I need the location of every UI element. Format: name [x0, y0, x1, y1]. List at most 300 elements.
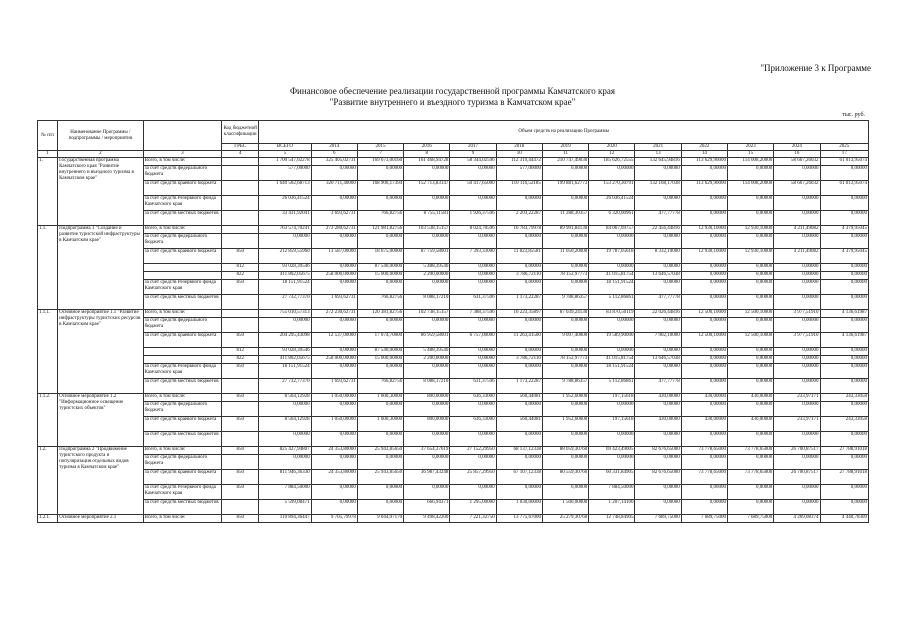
year-value: 7 388,37596: [450, 310, 496, 318]
grbs-code: [222, 500, 259, 515]
year-value: 9 044,07170: [357, 515, 403, 523]
year-value: 1 173,22287: [496, 295, 542, 310]
year-value: 0,00000: [774, 432, 820, 447]
finance-table: [37, 120, 869, 523]
year-value: 0,00000: [542, 348, 588, 356]
year-value: 0,00000: [681, 402, 727, 417]
table-row: [38, 310, 869, 318]
year-value: 0,00000: [357, 432, 403, 447]
year-value: 430,00000: [728, 417, 774, 432]
row-number: 1.2.1.: [38, 515, 58, 523]
total-value: 0,00000: [259, 432, 311, 447]
year-value: 0,00000: [635, 402, 681, 417]
year-value: 0,00000: [728, 432, 774, 447]
year-value: 0,00000: [404, 166, 450, 181]
year-value: 0,00000: [311, 485, 357, 500]
year-value: 13 646,57038: [635, 356, 681, 364]
header-year: 2014: [311, 144, 357, 151]
grbs-code: 850: [222, 417, 259, 432]
funding-source: Всего, в том числе:: [143, 447, 221, 455]
year-value: 0,00000: [774, 166, 820, 181]
year-value: 0,00000: [357, 402, 403, 417]
year-value: 0,00000: [774, 211, 820, 226]
year-value: 0,00000: [450, 364, 496, 379]
year-value: 8 332,10000: [635, 249, 681, 264]
units-label: тыс. руб.: [842, 112, 865, 118]
year-value: 0,00000: [542, 234, 588, 249]
year-value: 0,00000: [589, 264, 635, 272]
funding-source: за счет средств федерального бюджета: [143, 166, 221, 181]
column-number: 3: [143, 151, 221, 158]
year-value: 800,00000: [404, 394, 450, 402]
year-value: 18 675,00000: [357, 249, 403, 264]
year-value: 0,00000: [728, 379, 774, 394]
year-value: 26 700,87517: [774, 447, 820, 455]
year-value: 0,00000: [404, 402, 450, 417]
year-value: 113 629,90000: [681, 158, 727, 166]
year-value: 114 008,20000: [728, 158, 774, 166]
table-row: [38, 295, 869, 310]
funding-source: Всего, в том числе:: [143, 394, 221, 402]
funding-source: Всего, в том числе:: [143, 310, 221, 318]
year-value: 169 673,00160: [357, 158, 403, 166]
year-value: 0,00000: [635, 432, 681, 447]
year-value: 210 747,49030: [542, 158, 588, 166]
year-value: 0,00000: [681, 432, 727, 447]
column-number: 10: [496, 151, 542, 158]
total-value: 212 859,55960: [259, 249, 311, 264]
year-value: 3 693,62731: [311, 211, 357, 226]
year-value: 258 000,00000: [311, 356, 357, 364]
year-value: 161 468,94728: [404, 158, 450, 166]
year-value: 0,00000: [728, 485, 774, 500]
year-value: 0,00000: [681, 356, 727, 364]
grbs-code: [222, 211, 259, 226]
year-value: 0,00000: [820, 211, 868, 226]
year-value: 560,44081: [496, 394, 542, 402]
year-value: 16 783,79978: [496, 226, 542, 234]
year-value: 73 778,65000: [681, 470, 727, 485]
year-value: 84 067,69757: [589, 226, 635, 234]
year-value: 0,00000: [357, 166, 403, 181]
year-value: 0,00000: [357, 455, 403, 470]
year-value: 0,00000: [635, 500, 681, 515]
year-value: 0,00000: [357, 500, 403, 515]
year-value: 0,00000: [820, 295, 868, 310]
table-row: [38, 356, 869, 364]
year-value: 83 870,50119: [589, 310, 635, 318]
year-value: 0,00000: [450, 166, 496, 181]
year-value: 87 540,00000: [357, 348, 403, 356]
year-value: 112 319,44472: [496, 158, 542, 166]
year-value: 152 713,83147: [404, 181, 450, 196]
total-value: 18 151,91524: [259, 280, 311, 295]
year-value: 2 200,00000: [404, 272, 450, 280]
year-value: 0,00000: [820, 280, 868, 295]
total-value: 411 802,05675: [259, 272, 311, 280]
year-value: 0,00000: [404, 364, 450, 379]
year-value: 0,00000: [450, 402, 496, 417]
year-value: 0,00000: [728, 500, 774, 515]
year-value: 1 030,00000: [496, 500, 542, 515]
year-value: 0,00000: [728, 402, 774, 417]
total-value: 0,00000: [259, 455, 311, 470]
year-value: 477,77778: [635, 379, 681, 394]
table-row: [38, 485, 869, 500]
table-row: [38, 318, 869, 333]
funding-source: за счет средств федерального бюджета: [143, 402, 221, 417]
year-value: 0,00000: [589, 318, 635, 333]
year-value: 78 152,97773: [542, 356, 588, 364]
year-value: 766,82756: [357, 295, 403, 310]
year-value: 0,00000: [357, 485, 403, 500]
grbs-code: 850: [222, 515, 259, 523]
year-value: 87 759,58601: [404, 249, 450, 264]
year-value: 0,00000: [728, 364, 774, 379]
year-value: 7 689,75000: [681, 515, 727, 523]
table-row: [38, 394, 869, 402]
year-value: 0,00000: [774, 364, 820, 379]
year-value: 0,00000: [450, 485, 496, 500]
year-value: 1 173,22287: [496, 379, 542, 394]
year-value: 67 107,12338: [496, 470, 542, 485]
year-value: 0,00000: [450, 348, 496, 356]
grbs-code: [222, 166, 259, 181]
year-value: 197,15618: [589, 417, 635, 432]
table-row: [38, 379, 869, 394]
row-name: Основное мероприятие 2.1: [58, 515, 144, 523]
year-value: 120 381,82756: [357, 310, 403, 318]
year-value: 0,00000: [774, 402, 820, 417]
year-value: 22 026,44816: [635, 310, 681, 318]
row-name: Подпрограмма 2 "Продвижение туристского продукта и популяризация отдельных видов туризма в Камчатском крае": [58, 447, 144, 515]
year-value: 8 024,70596: [450, 226, 496, 234]
year-value: 0,00000: [728, 272, 774, 280]
year-value: 1 050,00000: [311, 394, 357, 402]
header-year: 2025: [820, 144, 868, 151]
year-value: 7 393,33000: [450, 249, 496, 264]
year-value: 9 788,86357: [542, 379, 588, 394]
year-value: 0,00000: [311, 264, 357, 272]
grbs-code: 850: [222, 447, 259, 455]
funding-source: за счет средств Резервного фонда Камчатского края: [143, 196, 221, 211]
year-value: 0,00000: [589, 234, 635, 249]
funding-source: за счет средств местных бюджетов: [143, 432, 221, 447]
year-value: 636,33000: [450, 394, 496, 402]
total-value: 411 802,05675: [259, 356, 311, 364]
year-value: 0,00000: [681, 455, 727, 470]
year-value: 4 379,95045: [820, 249, 868, 264]
header-year: 2020: [589, 144, 635, 151]
year-value: 9 705,79978: [311, 515, 357, 523]
column-number: 5: [259, 151, 311, 158]
table-row: [38, 234, 869, 249]
year-value: 0,00000: [820, 364, 868, 379]
year-value: 1 926,37596: [450, 211, 496, 226]
column-number: 2: [58, 151, 144, 158]
year-value: 60 331,84905: [589, 470, 635, 485]
year-value: 430,00000: [635, 394, 681, 402]
column-number: 11: [542, 151, 588, 158]
funding-source: за счет средств Резервного фонда Камчатского края: [143, 280, 221, 295]
year-value: 0,00000: [681, 280, 727, 295]
year-value: 168 906,17394: [357, 181, 403, 196]
year-value: 13 587,00000: [311, 249, 357, 264]
year-value: 0,00000: [635, 318, 681, 333]
year-value: 6 757,00000: [450, 333, 496, 348]
funding-source: за счет средств краевого бюджета: [143, 249, 221, 264]
year-value: 7 221,32750: [450, 515, 496, 523]
column-number: 13: [635, 151, 681, 158]
year-value: 0,00000: [820, 318, 868, 333]
year-value: 82 676,65000: [635, 447, 681, 455]
table-row: [38, 364, 869, 379]
funding-source: за счет средств местных бюджетов: [143, 500, 221, 515]
year-value: 0,00000: [728, 295, 774, 310]
grbs-code: [222, 234, 259, 249]
header-year: 2015: [357, 144, 403, 151]
year-value: 4 379,95045: [820, 226, 868, 234]
year-value: 58 667,26032: [774, 158, 820, 166]
table-row: [38, 280, 869, 295]
year-value: 272 230,62731: [311, 310, 357, 318]
table-row: [38, 500, 869, 515]
year-value: 12 748,84905: [589, 515, 635, 523]
year-value: 0,00000: [311, 500, 357, 515]
year-value: 15 000,00000: [357, 356, 403, 364]
year-value: 0,00000: [589, 455, 635, 470]
year-value: 73 778,65000: [728, 470, 774, 485]
year-value: 0,00000: [820, 348, 868, 356]
header-year: 2017: [450, 144, 496, 151]
year-value: 11 288,30357: [542, 211, 588, 226]
table-row: [38, 264, 869, 272]
year-value: 4 440,78309: [820, 515, 868, 523]
year-value: 69 423,49005: [589, 447, 635, 455]
year-value: 0,00000: [357, 196, 403, 211]
funding-source: [143, 348, 221, 356]
year-value: 430,00000: [681, 394, 727, 402]
grbs-code: 850: [222, 394, 259, 402]
grbs-code: 850: [222, 364, 259, 379]
year-value: 766,82756: [357, 211, 403, 226]
year-value: 0,00000: [404, 318, 450, 333]
year-value: 0,00000: [820, 272, 868, 280]
row-number: 1.1.2.: [38, 394, 58, 447]
grbs-code: [222, 295, 259, 310]
year-value: 185 626,72555: [589, 158, 635, 166]
year-value: 666,94371: [404, 500, 450, 515]
year-value: 0,00000: [496, 402, 542, 417]
total-value: 204 295,43098: [259, 333, 311, 348]
year-value: 0,00000: [542, 455, 588, 470]
year-value: 3 977,51910: [774, 333, 820, 348]
year-value: 1 600,30000: [357, 394, 403, 402]
year-value: 0,00000: [681, 379, 727, 394]
year-value: 0,00000: [404, 432, 450, 447]
year-value: 1 207,14100: [589, 500, 635, 515]
year-value: 3 786,72110: [496, 356, 542, 364]
total-value: 0,00000: [259, 318, 311, 333]
column-number: 7: [357, 151, 403, 158]
year-value: 0,00000: [681, 264, 727, 272]
year-value: 80 559,30760: [542, 470, 588, 485]
year-value: 243,33058: [820, 394, 868, 402]
year-value: 0,00000: [404, 196, 450, 211]
table-row: [38, 158, 869, 166]
column-number: 1: [38, 151, 58, 158]
year-value: 0,00000: [311, 432, 357, 447]
year-value: 0,00000: [589, 432, 635, 447]
year-value: 0,00000: [450, 356, 496, 364]
year-value: 0,00000: [357, 234, 403, 249]
year-value: 82 676,65000: [635, 470, 681, 485]
row-number: 1.: [38, 158, 58, 226]
year-value: 0,00000: [589, 166, 635, 181]
year-value: 19 787,05618: [589, 249, 635, 264]
grbs-code: 850: [222, 280, 259, 295]
header-code: Код бюджетной классификации: [222, 121, 259, 144]
column-number: 14: [681, 151, 727, 158]
year-value: 197,15618: [589, 394, 635, 402]
year-value: 114 008,20000: [728, 181, 774, 196]
year-value: 0,00000: [311, 234, 357, 249]
header-blank: [143, 121, 221, 151]
year-value: 89 991,84130: [542, 226, 588, 234]
year-value: 0,00000: [820, 402, 868, 417]
year-value: 8 088,17210: [404, 379, 450, 394]
year-value: 0,00000: [820, 356, 868, 364]
year-value: 0,00000: [681, 348, 727, 356]
year-value: 0,00000: [542, 280, 588, 295]
grbs-code: 850: [222, 333, 259, 348]
year-value: 631,37596: [450, 379, 496, 394]
year-value: 7 689,75000: [635, 515, 681, 523]
year-value: 0,00000: [774, 295, 820, 310]
year-value: 4 211,49082: [774, 249, 820, 264]
year-value: 7 902,10000: [635, 333, 681, 348]
year-value: 0,00000: [728, 348, 774, 356]
grbs-code: [222, 196, 259, 211]
year-value: 5 112,86861: [589, 379, 635, 394]
funding-source: за счет средств местных бюджетов: [143, 379, 221, 394]
year-value: 0,00000: [774, 379, 820, 394]
year-value: 61 013,95074: [820, 181, 868, 196]
column-number: 6: [311, 151, 357, 158]
funding-source: за счет средств федерального бюджета: [143, 455, 221, 470]
year-value: 0,00000: [404, 280, 450, 295]
funding-source: [143, 264, 221, 272]
year-value: 0,00000: [450, 318, 496, 333]
funding-source: за счет средств федерального бюджета: [143, 234, 221, 249]
grbs-code: [222, 310, 259, 318]
total-value: 119 894,36447: [259, 515, 311, 523]
header-year: 2018: [496, 144, 542, 151]
year-value: 1 952,60000: [542, 394, 588, 402]
year-value: 0,00000: [450, 234, 496, 249]
year-value: 0,00000: [774, 348, 820, 356]
year-value: 0,00000: [728, 356, 774, 364]
year-value: 9 498,42200: [404, 515, 450, 523]
year-value: 26 036,41524: [589, 196, 635, 211]
year-value: 199 881,62773: [542, 181, 588, 196]
year-value: 41 015,81754: [589, 272, 635, 280]
year-value: 121 981,82756: [357, 226, 403, 234]
total-value: 8 564,12928: [259, 417, 311, 432]
year-value: 0,00000: [635, 280, 681, 295]
year-value: 0,00000: [496, 485, 542, 500]
year-value: 243,33058: [820, 417, 868, 432]
grbs-code: [222, 226, 259, 234]
year-value: 0,00000: [774, 356, 820, 364]
year-value: 11 263,41500: [496, 333, 542, 348]
year-value: 631,37596: [450, 295, 496, 310]
year-value: 0,00000: [450, 264, 496, 272]
year-value: 0,00000: [450, 280, 496, 295]
year-value: 0,00000: [311, 166, 357, 181]
funding-source: за счет средств местных бюджетов: [143, 295, 221, 310]
table-row: [38, 417, 869, 432]
row-name: Основное мероприятие 1.1 "Развитие инфраструктуры туристских ресурсов в Камчатском крае": [58, 310, 144, 394]
year-value: 0,00000: [311, 348, 357, 356]
funding-source: за счет средств Резервного фонда Камчатского края: [143, 485, 221, 500]
year-value: 12 500,10000: [728, 310, 774, 318]
year-value: 50 417,65000: [450, 181, 496, 196]
year-value: 73 778,65000: [728, 447, 774, 455]
year-value: 0,00000: [496, 364, 542, 379]
year-value: 0,00000: [450, 455, 496, 470]
total-value: 5 599,08471: [259, 500, 311, 515]
grbs-code: [222, 432, 259, 447]
year-value: 0,00000: [820, 455, 868, 470]
year-value: 8 088,17210: [404, 295, 450, 310]
year-value: 0,00000: [542, 432, 588, 447]
funding-source: [143, 272, 221, 280]
year-value: 17 074,70000: [357, 333, 403, 348]
year-value: 11 050,20000: [542, 249, 588, 264]
year-value: 12 500,10000: [681, 310, 727, 318]
total-value: 27 732,77370: [259, 379, 311, 394]
header-year: 2022: [681, 144, 727, 151]
year-value: 25 943,85650: [357, 447, 403, 455]
year-value: 0,00000: [820, 379, 868, 394]
header-volume: Объем средств на реализацию Программы: [259, 121, 869, 144]
year-value: 0,00000: [589, 348, 635, 356]
header-year: 2024: [774, 144, 820, 151]
table-row: [38, 272, 869, 280]
year-value: 5 488,39546: [404, 348, 450, 356]
year-value: 0,00000: [542, 318, 588, 333]
table-row: [38, 455, 869, 470]
year-value: 24 353,80000: [311, 470, 357, 485]
column-number: 16: [774, 151, 820, 158]
year-value: 25 943,85650: [357, 470, 403, 485]
year-value: 12 930,10000: [728, 249, 774, 264]
year-value: 8 755,11581: [404, 211, 450, 226]
grbs-code: 822: [222, 356, 259, 364]
table-row: [38, 333, 869, 348]
document-subtitle: "Развитие внутреннего и въездного туризма в Камчатском крае": [329, 97, 576, 107]
year-value: 0,00000: [542, 485, 588, 500]
header-num: № п/п: [38, 121, 58, 151]
total-value: 0,00000: [259, 402, 311, 417]
year-value: 0,00000: [404, 455, 450, 470]
total-value: 18 151,91524: [259, 364, 311, 379]
year-value: 0,00000: [311, 280, 357, 295]
year-value: 0,00000: [311, 364, 357, 379]
year-value: 9 788,86357: [542, 295, 588, 310]
year-value: 12 930,10000: [728, 226, 774, 234]
